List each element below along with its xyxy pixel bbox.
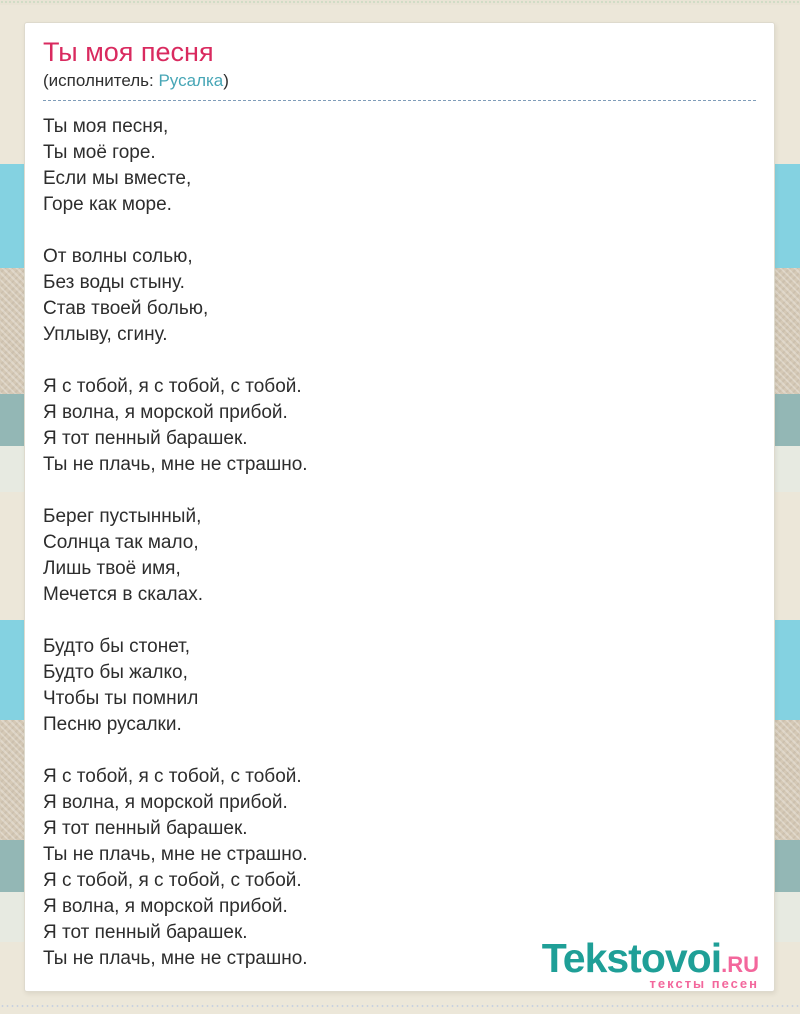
lyric-line: Мечется в скалах. (43, 584, 203, 605)
artist-label: (исполнитель: (43, 71, 159, 90)
lyric-line: Ты моя песня, (43, 116, 169, 137)
lyric-line: Ты не плачь, мне не страшно. (43, 844, 308, 865)
lyrics-stanza (43, 244, 756, 348)
lyrics-stanza (43, 504, 756, 608)
site-logo-wordmark (541, 935, 759, 981)
lyric-line: Уплыву, сгину. (43, 324, 168, 345)
lyric-line: Я волна, я морской прибой. (43, 402, 288, 423)
content-card (24, 22, 775, 992)
lyric-line: Если мы вместе, (43, 168, 192, 189)
artist-line (43, 70, 756, 101)
lyric-line: Горе как море. (43, 194, 172, 215)
lyric-line: Став твоей болью, (43, 298, 209, 319)
lyric-line: Лишь твоё имя, (43, 558, 181, 579)
artist-suffix: ) (223, 71, 229, 90)
background-bottom-dotted-strip (0, 1004, 800, 1009)
lyric-line: Я тот пенный барашек. (43, 428, 248, 449)
lyric-line: Чтобы ты помнил (43, 688, 199, 709)
lyric-line: Солнца так мало, (43, 532, 199, 553)
background-top-dotted-strip (0, 0, 800, 5)
lyrics-stanza (43, 374, 756, 478)
lyrics (43, 114, 756, 972)
lyric-line: Песню русалки. (43, 714, 182, 735)
lyric-line: Ты не плачь, мне не страшно. (43, 948, 308, 969)
lyric-line: Ты моё горе. (43, 142, 156, 163)
lyrics-stanza (43, 634, 756, 738)
lyric-line: Без воды стыну. (43, 272, 185, 293)
lyric-line: Я тот пенный барашек. (43, 922, 248, 943)
site-logo-tagline: тексты песен (649, 976, 759, 991)
lyric-line: Я тот пенный барашек. (43, 818, 248, 839)
lyric-line: Берег пустынный, (43, 506, 202, 527)
site-logo-name: Tekstovoi (541, 935, 722, 981)
lyric-line: Я волна, я морской прибой. (43, 896, 288, 917)
artist-link[interactable]: Русалка (158, 71, 224, 90)
lyrics-stanza (43, 114, 756, 218)
lyric-line: Будто бы стонет, (43, 636, 191, 657)
site-logo[interactable] (541, 935, 759, 991)
site-logo-tld: .RU (721, 952, 759, 977)
lyric-line: Ты не плачь, мне не страшно. (43, 454, 308, 475)
lyric-line: Я с тобой, я с тобой, с тобой. (43, 766, 302, 787)
lyric-line: Будто бы жалко, (43, 662, 188, 683)
lyric-line: Я с тобой, я с тобой, с тобой. (43, 870, 302, 891)
lyric-line: От волны солью, (43, 246, 193, 267)
lyric-line: Я волна, я морской прибой. (43, 792, 288, 813)
page-title: Ты моя песня (43, 37, 214, 67)
lyric-line: Я с тобой, я с тобой, с тобой. (43, 376, 302, 397)
